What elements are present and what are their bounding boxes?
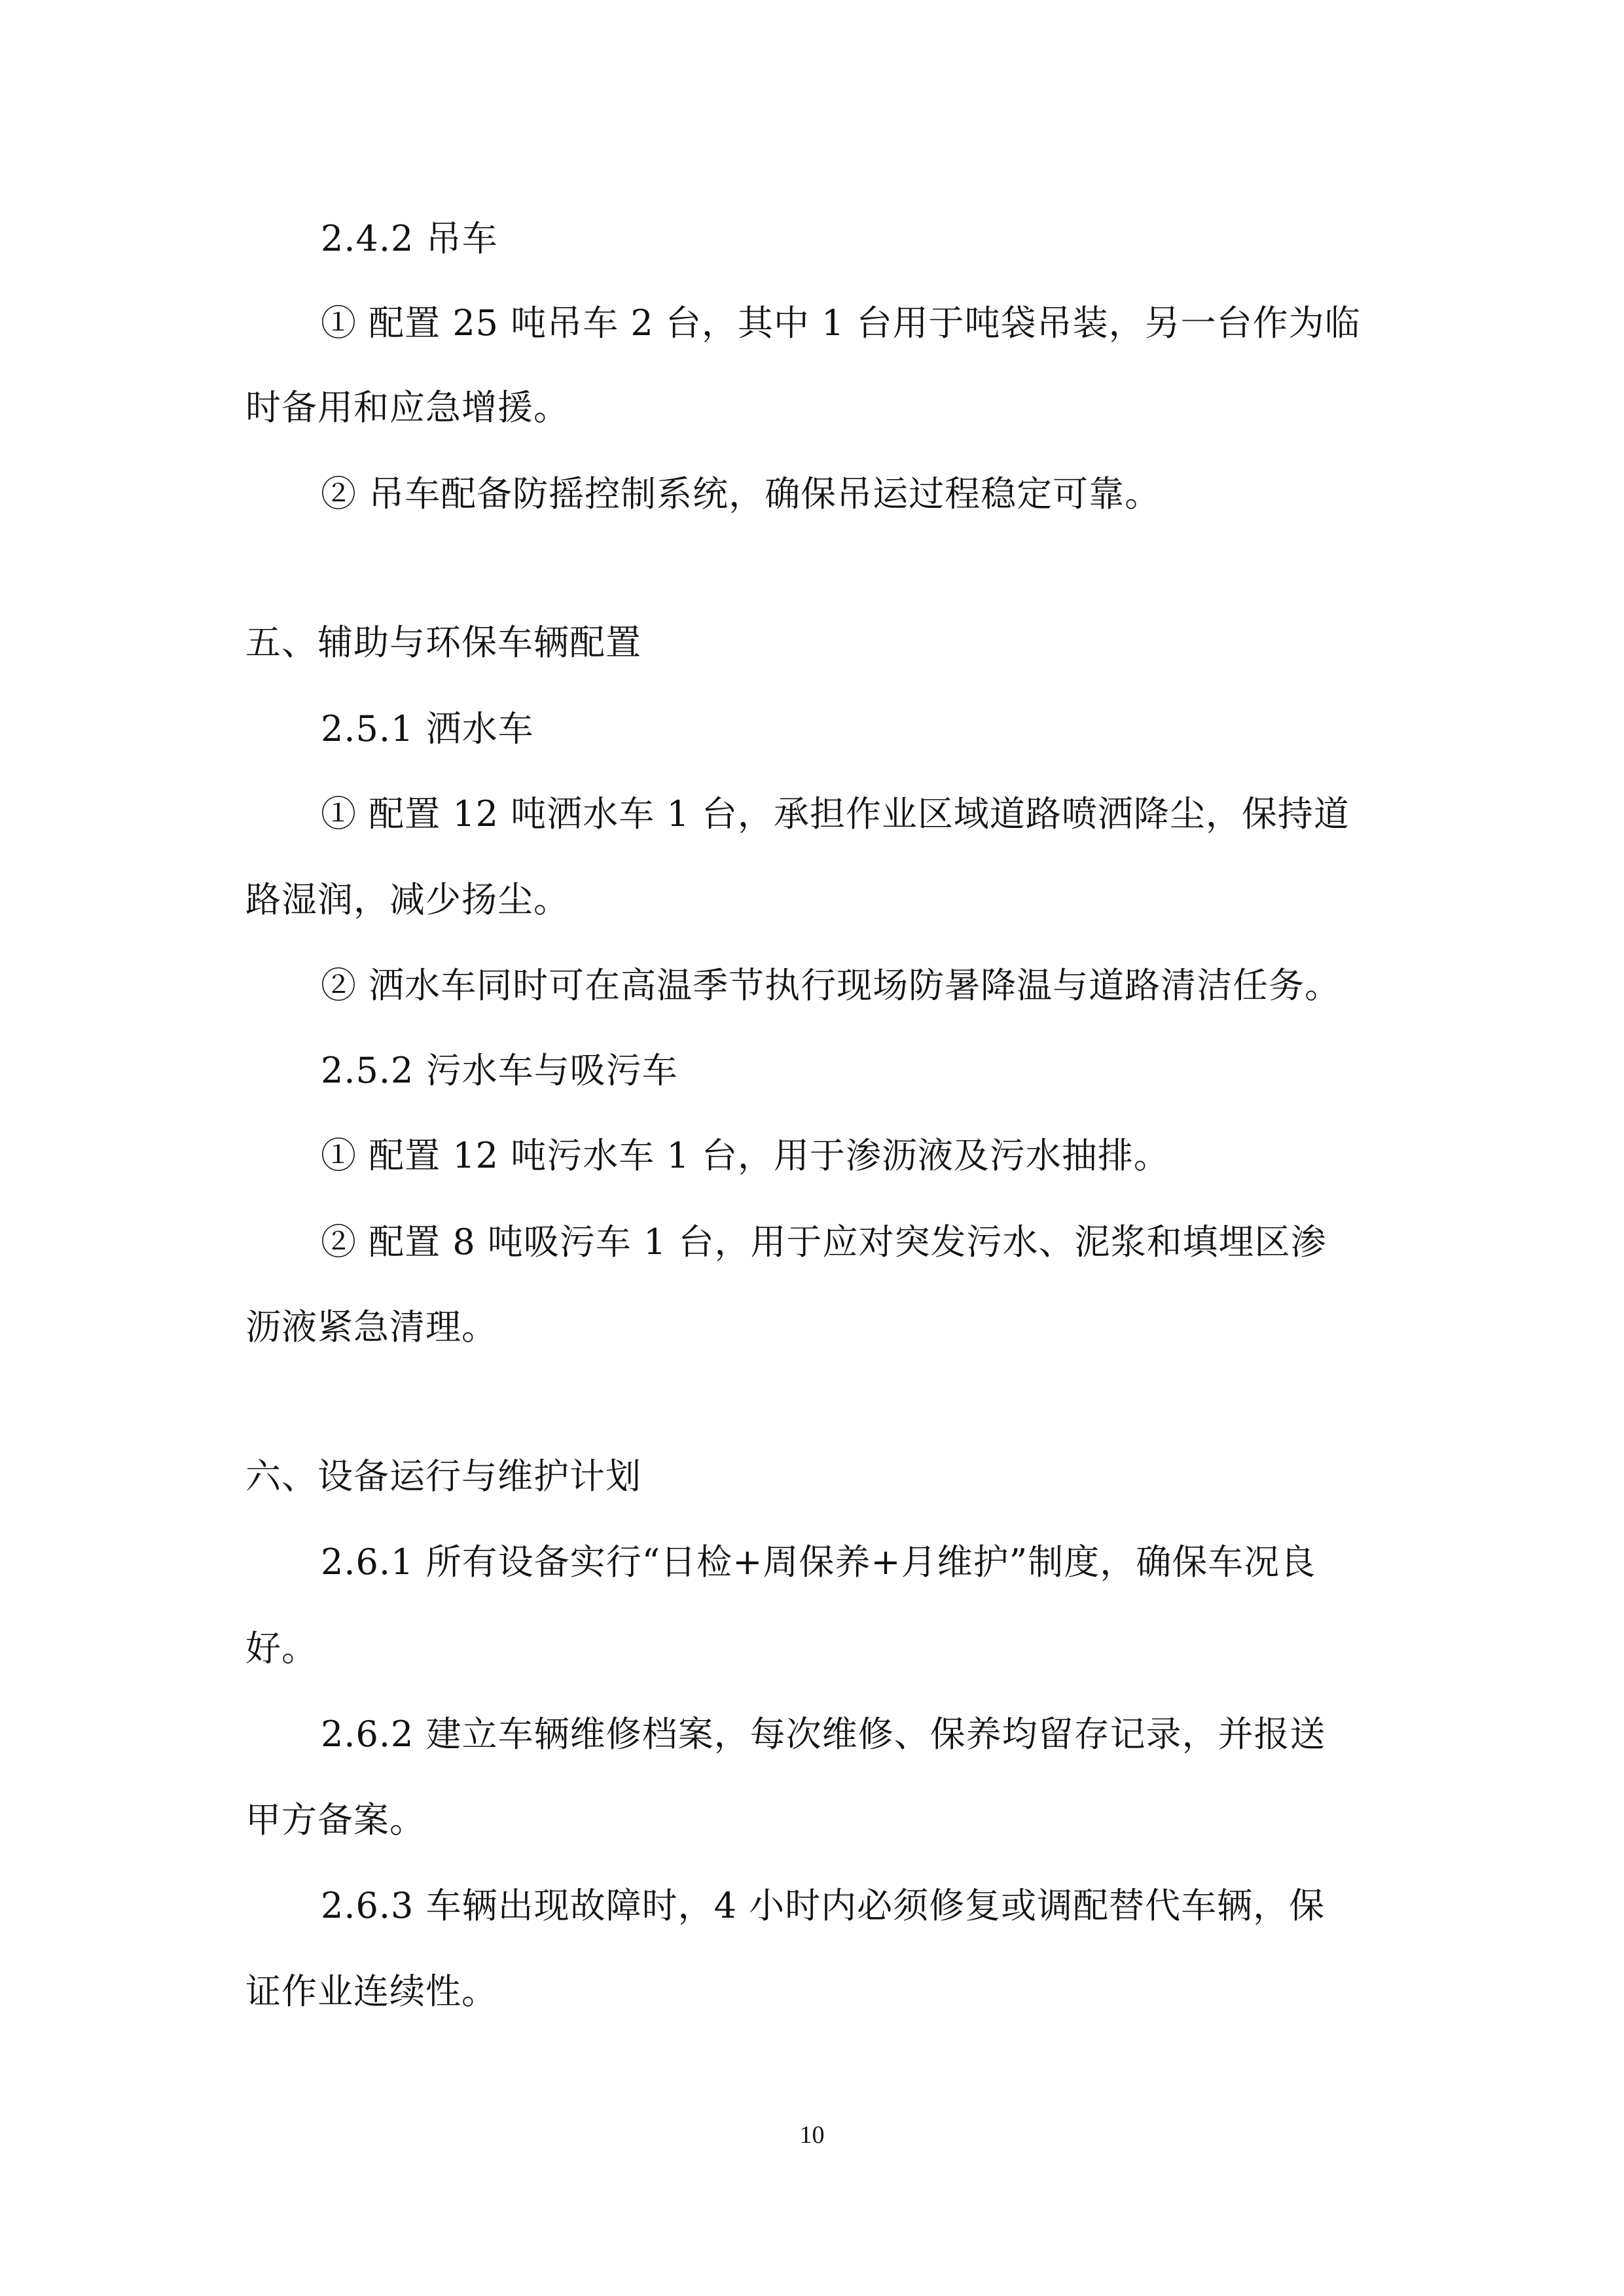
section-heading-5: 五、辅助与环保车辆配置 <box>245 622 641 663</box>
paragraph-line: 2.6.1 所有设备实行“日检+周保养+月维护”制度，确保车况良 <box>321 1541 1316 1583</box>
paragraph-line: ② 洒水车同时可在高温季节执行现场防暑降温与道路清洁任务。 <box>321 965 1341 1006</box>
paragraph-line: 时备用和应急增援。 <box>245 387 569 428</box>
section-heading-6: 六、设备运行与维护计划 <box>245 1456 641 1497</box>
subsection-heading-2-5-1: 2.5.1 洒水车 <box>321 708 534 749</box>
paragraph-line: 2.6.2 建立车辆维修档案，每次维修、保养均留存记录，并报送 <box>321 1713 1326 1755</box>
paragraph-line: ① 配置 12 吨洒水车 1 台，承担作业区域道路喷洒降尘，保持道 <box>321 793 1350 834</box>
paragraph-line: 证作业连续性。 <box>245 1971 497 2012</box>
paragraph-line: ① 配置 25 吨吊车 2 台，其中 1 台用于吨袋吊装，另一台作为临 <box>321 302 1361 344</box>
page-number: 10 <box>799 2121 825 2149</box>
subsection-heading-2-4-2: 2.4.2 吊车 <box>321 218 498 259</box>
paragraph-line: ② 吊车配备防摇控制系统，确保吊运过程稳定可靠。 <box>321 473 1161 514</box>
subsection-heading-2-5-2: 2.5.2 污水车与吸污车 <box>321 1050 678 1091</box>
paragraph-line: ② 配置 8 吨吸污车 1 台，用于应对突发污水、泥浆和填埋区渗 <box>321 1221 1327 1263</box>
paragraph-line: 路湿润，减少扬尘。 <box>245 879 569 920</box>
paragraph-line: ① 配置 12 吨污水车 1 台，用于渗沥液及污水抽排。 <box>321 1135 1170 1176</box>
paragraph-line: 好。 <box>245 1628 317 1669</box>
paragraph-line: 沥液紧急清理。 <box>245 1306 497 1348</box>
paragraph-line: 2.6.3 车辆出现故障时，4 小时内必须修复或调配替代车辆，保 <box>321 1885 1326 1926</box>
paragraph-line: 甲方备案。 <box>245 1799 425 1840</box>
